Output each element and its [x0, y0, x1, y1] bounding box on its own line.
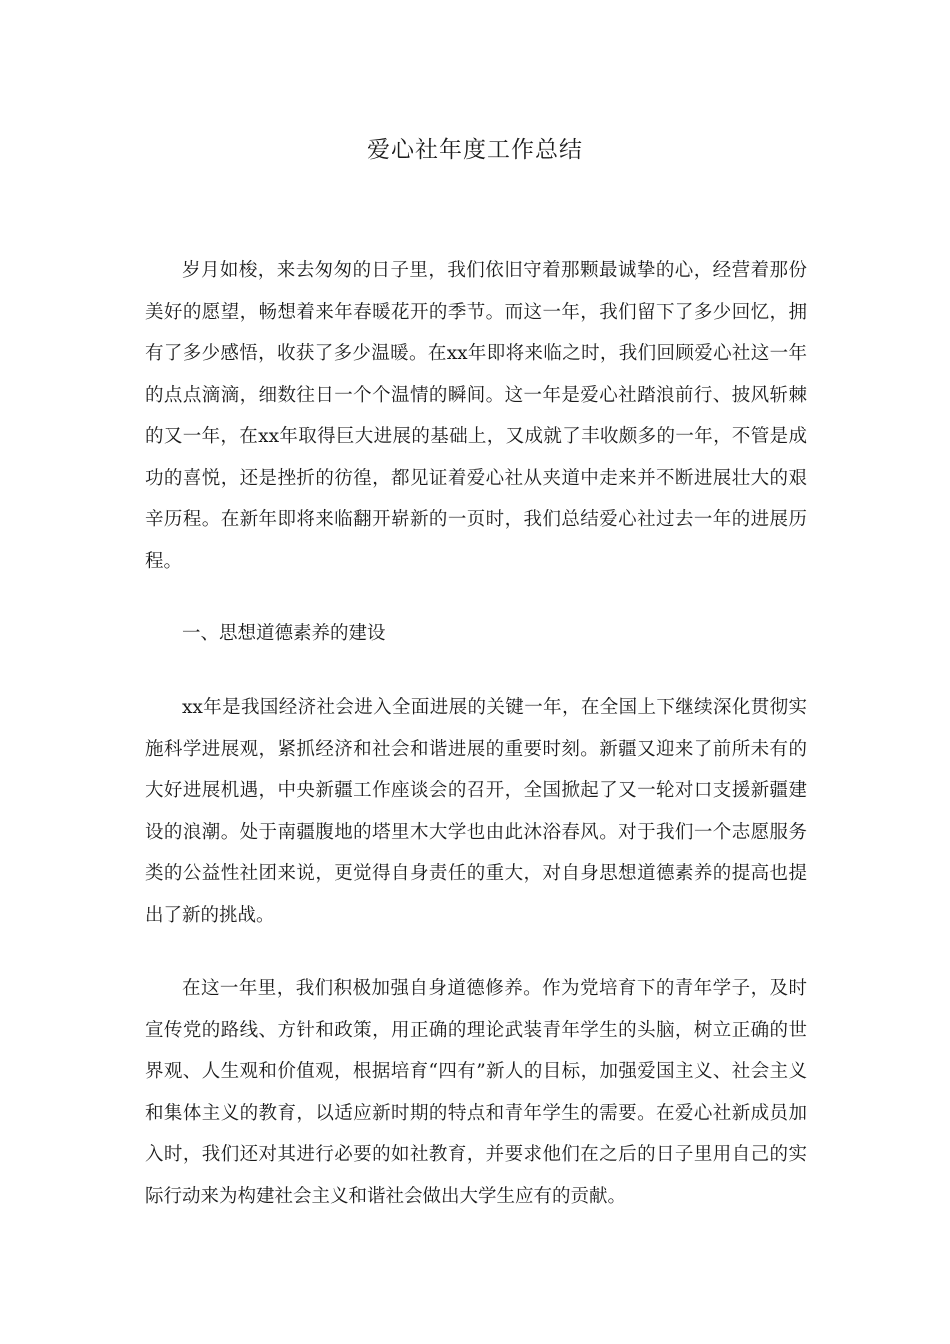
paragraph-section1-a: xx年是我国经济社会进入全面进展的关键一年，在全国上下继续深化贯彻实施科学进展观，紧抓经济和社会和谐进展的重要时刻。新疆又迎来了前所未有的大好进展机遇，中央新疆工作座谈会的召开，全国掀起了又一轮对口支援新疆建设的浪潮。处于南疆腹地的塔里木大学也由此沐浴春风。对于我们一个志愿服务类的公益性社团来说，更觉得自身责任的重大，对自身思想道德素养的提高也提出了新的挑战。 — [145, 697, 807, 926]
paragraph-intro: 岁月如梭，来去匆匆的日子里，我们依旧守着那颗最诚挚的心，经营着那份美好的愿望，畅想着来年春暖花开的季节。而这一年，我们留下了多少回忆，拥有了多少感悟，收获了多少温暖。在xx年即将来临之时，我们回顾爱心社这一年的点点滴滴，细数往日一个个温情的瞬间。这一年是爱心社踏浪前行、披风斩棘的又一年，在xx年取得巨大进展的基础上，又成就了丰收颇多的一年，不管是成功的喜悦，还是挫折的彷徨，都见证着爱心社从夹道中走来并不断进展壮大的艰辛历程。在新年即将来临翻开崭新的一页时，我们总结爱心社过去一年的进展历程。 — [145, 260, 807, 572]
paragraph-section1-b: 在这一年里，我们积极加强自身道德修养。作为党培育下的青年学子，及时宣传党的路线、方针和政策，用正确的理论武装青年学生的头脑，树立正确的世界观、人生观和价值观，根据培育“四有”新人的目标，加强爱国主义、社会主义和集体主义的教育，以适应新时期的特点和青年学生的需要。在爱心社新成员加入时，我们还对其进行必要的如社教育，并要求他们在之后的日子里用自己的实际行动来为构建社会主义和谐社会做出大学生应有的贡献。 — [145, 978, 807, 1207]
document-title: 爱心社年度工作总结 — [367, 137, 583, 163]
section-heading-1: 一、思想道德素养的建设 — [182, 623, 386, 644]
